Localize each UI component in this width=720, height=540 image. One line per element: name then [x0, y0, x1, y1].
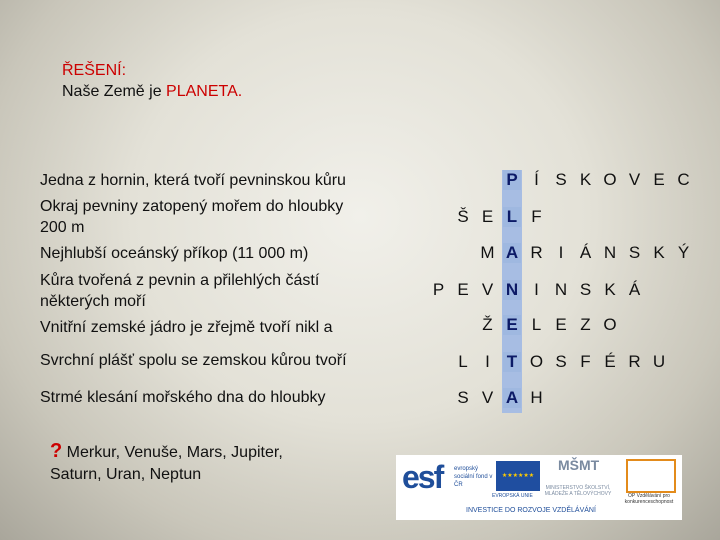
answer-letter: É: [604, 352, 616, 371]
answer-letter: A: [503, 243, 521, 263]
answer-letter: K: [653, 243, 665, 262]
answer-letter: O: [603, 315, 617, 334]
eu-caption: EVROPSKÁ UNIE: [492, 493, 533, 499]
clue-4: Kůra tvořená z pevnin a přilehlých částí: [40, 272, 320, 289]
clue-2: Okraj pevniny zatopený mořem do hloubky: [40, 198, 344, 215]
answer-letter: S: [579, 280, 592, 299]
esf-caption: evropský sociální fond v ČR: [454, 466, 493, 488]
clue-4-cont: některých moří: [40, 293, 146, 310]
answer-letter: C: [677, 170, 690, 189]
answer-letter: F: [580, 352, 591, 371]
answer-letter: P: [432, 280, 445, 299]
answer-letter: L: [503, 207, 521, 227]
answer-letter: L: [458, 352, 468, 371]
answer-letter: O: [603, 170, 617, 189]
answer-letter: Ž: [482, 315, 493, 334]
answer-letter: E: [653, 170, 665, 189]
answer-letter: H: [530, 388, 543, 407]
answer-letter: I: [534, 280, 539, 299]
answer-letter: E: [481, 207, 494, 226]
clue-1: Jedna z hornin, která tvoří pevninskou kůru: [40, 172, 346, 189]
answer-letter: F: [531, 207, 542, 226]
answer-letter: L: [531, 315, 542, 334]
answer-letter: N: [554, 280, 568, 299]
solution-text: Naše Země je: [62, 83, 167, 100]
answer-letter: R: [628, 352, 641, 371]
eu-flag-icon: ★★★★★★: [496, 461, 540, 491]
answer-letter: N: [603, 243, 617, 262]
solution-answer: PLANETA.: [166, 83, 243, 100]
clue-7: Strmé klesání mořského dna do hloubky: [40, 389, 326, 406]
msmt-caption: MINISTERSTVO ŠKOLSTVÍ, MLÁDEŽE A TĚLOVÝCHOVY: [544, 485, 612, 497]
clue-2-cont: 200 m: [40, 219, 85, 236]
answer-letter: Á: [628, 280, 641, 299]
op-caption: OP Vzdělávání pro konkurenceschopnost: [624, 493, 674, 505]
answer-letter: A: [503, 388, 521, 408]
hint-line-1: Merkur, Venuše, Mars, Jupiter,: [66, 444, 283, 461]
logo-strip: [396, 455, 682, 520]
clue-3: Nejhlubší oceánský příkop (11 000 m): [40, 245, 309, 262]
solution-heading: [62, 60, 242, 102]
answer-letter: Š: [457, 207, 469, 226]
question-mark: ?: [50, 440, 63, 462]
hint-line-2: Saturn, Uran, Neptun: [50, 466, 202, 483]
answer-letter: I: [558, 243, 564, 262]
answer-letter: Á: [579, 243, 592, 262]
hint: [50, 440, 283, 486]
answer-letter: E: [555, 315, 567, 334]
solution-label: ŘEŠENÍ:: [62, 62, 127, 79]
answer-letter: Ý: [677, 243, 690, 262]
answer-letter: R: [530, 243, 543, 262]
clue-5: Vnitřní zemské jádro je zřejmě tvoří nikl a: [40, 319, 333, 336]
answer-letter: V: [628, 170, 641, 189]
answer-letter: K: [579, 170, 592, 189]
answer-letter: S: [555, 170, 567, 189]
answer-letter: M: [480, 243, 495, 262]
answer-letter: O: [529, 352, 544, 371]
answer-letter: N: [503, 280, 521, 300]
answer-letter: S: [628, 243, 641, 262]
op-logo-icon: [626, 459, 676, 493]
answer-letter: Z: [580, 315, 591, 334]
esf-logo: esf: [402, 459, 443, 495]
answer-letter: P: [503, 170, 521, 190]
answer-letter: S: [555, 352, 567, 371]
answer-letter: E: [503, 315, 521, 335]
answer-letter: S: [457, 388, 469, 407]
answer-letter: U: [652, 352, 666, 371]
answer-letter: E: [457, 280, 469, 299]
answer-letter: I: [485, 352, 490, 371]
answer-letter: K: [604, 280, 616, 299]
invest-caption: INVESTICE DO ROZVOJE VZDĚLÁVÁNÍ: [466, 507, 596, 514]
answer-letter: Í: [534, 170, 539, 189]
clue-6: Svrchní plášť spolu se zemskou kůrou tvoří: [40, 352, 347, 369]
answer-letter: V: [481, 388, 494, 407]
msmt-logo: MŠMT: [558, 457, 600, 473]
answer-letter: V: [481, 280, 494, 299]
answer-letter: T: [503, 352, 521, 372]
